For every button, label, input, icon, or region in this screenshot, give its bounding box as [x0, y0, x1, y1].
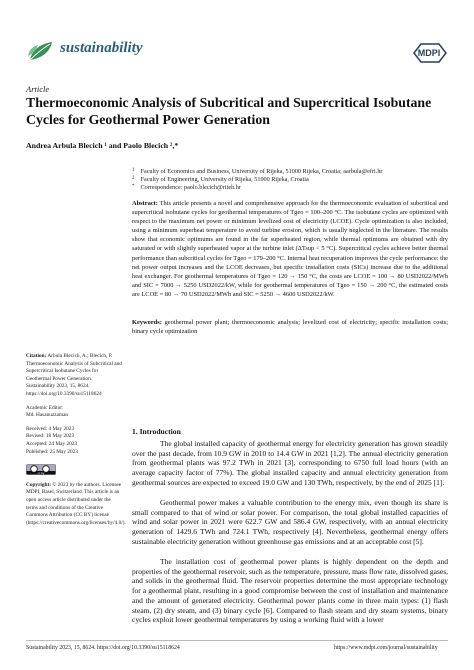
- footer-divider: [26, 640, 448, 641]
- academic-editor-label: Academic Editor:: [26, 404, 64, 411]
- citation-text[interactable]: Arbula Blecich, A.; Blecich, P. Thermoeconomic Analysis of Subcritical and Supercritical Isobutane Cycles for Geothermal Power Generation. Sustainability 2023, 15, 8624. https://doi.org/10.3390/su15118624: [26, 353, 122, 397]
- revised-date: Revised: 18 May 2023: [26, 433, 75, 440]
- intro-paragraph-3: The installation cost of geothermal power plants is highly dependent on the depth and properties of the geothermal reservoir, such as the temperature, pressure, mass flow rate, dissolved gases, and solids in the geothermal fluid. The reservoir properties determine the most appropriate technology for a geothermal plant, resulting in a good compromise between the cost of installation and maintenance and the amount of generated electricity. Geothermal power plants come in three main types: (1) flash steam, (2) dry steam, and (3) binary cycle [6]. Compared to flash steam and dry steam systems, binary cycles exploit lower geothermal temperatures by using a working fluid with a lower: [132, 557, 448, 625]
- abstract: [132, 199, 448, 299]
- academic-editor-name: Md. Hasanuzzaman: [26, 412, 69, 419]
- correspondence: [132, 184, 241, 191]
- published-date: Published: 25 May 2023: [26, 448, 78, 455]
- copyright-block: [26, 481, 126, 528]
- citation-block: [26, 353, 122, 399]
- keywords-text: geothermal power plant; thermoeconomic analysis; levelized cost of electricity; specific installation costs; binary cycle optimization: [132, 319, 448, 336]
- sustainability-logo-icon: [26, 38, 56, 64]
- authors: Andrea Arbula Blecich ¹ and Paolo Blecich ²,*: [26, 141, 179, 150]
- affiliation-mark: *: [132, 184, 135, 189]
- copyright-text: © 2023 by the authors. Licensee MDPI, Basel, Switzerland. This article is an open access article distributed under the terms and conditions of the Creative Commons Attribution (CC BY) license (https://creativecommons.org/licenses/by/4.0/).: [26, 481, 126, 526]
- citation-label: Citation:: [26, 353, 47, 359]
- paper-title: Thermoeconomic Analysis of Subcritical and Supercritical Isobutane Cycles for Geothermal Power Generation: [26, 95, 432, 127]
- article-info-sidebar: [26, 353, 126, 533]
- cc-badge-text: cc by: [37, 472, 45, 476]
- affiliation-1: [132, 168, 382, 175]
- affiliation-text: Faculty of Economics and Business, University of Rijeka, 51000 Rijeka, Croatia; aarbula@efri.hr: [140, 168, 383, 175]
- correspondence-text: Correspondence: paolo.blecich@riteh.hr: [140, 184, 241, 191]
- affiliation-2: [132, 176, 309, 183]
- intro-paragraph-2: Geothermal power makes a valuable contribution to the energy mix, even though its share is small compared to that of wind or solar power. For comparison, the total global installed capacities of wind and solar power in 2021 were 622.7 GW and 586.4 GW, respectively, with an annual electricity generation of 1429.6 TWh and 724.1 TWh, respectively [4]. Nevertheless, geothermal energy offers sustainable electricity generation without greenhouse gas emissions and at an acceptable cost [5].: [132, 498, 448, 546]
- abstract-label: Abstract:: [132, 200, 158, 207]
- received-date: Received: 4 May 2023: [26, 425, 75, 432]
- footer-citation[interactable]: Sustainability 2023, 15, 8624. https://doi.org/10.3390/su15118624: [26, 645, 180, 651]
- mdpi-logo-text: MDPI: [417, 48, 441, 58]
- affiliation-text: Faculty of Engineering, University of Rijeka, 51000 Rijeka, Croatia: [140, 176, 309, 183]
- keywords-label: Keywords:: [132, 319, 162, 326]
- dates-block: [26, 426, 122, 456]
- section-heading-introduction: 1. Introduction: [132, 427, 181, 436]
- journal-name: sustainability: [60, 40, 143, 56]
- academic-editor-block: [26, 405, 122, 420]
- footer-journal-url[interactable]: https://www.mdpi.com/journal/sustainability: [334, 645, 438, 651]
- cc-by-license-icon[interactable]: [26, 464, 56, 475]
- mdpi-logo: [412, 42, 448, 64]
- copyright-label: Copyright:: [26, 481, 52, 488]
- abstract-text: This article presents a novel and comprehensive approach for the thermoeconomic evaluation of subcritical and supercritical isobutane cycles for geothermal temperatures of Tgeo = 100–200 °C. The isobutane cycles are optimized with respect to the maximum net power or minimum levelized cost of electricity (LCOE). Cycle optimization is also included, using a minimum superheat temperature to avoid turbine erosion, which is usually neglected in the literature. The results show that economic optimums are found in the far superheated region, while thermal optimums are obtained with dry saturated or with slightly superheated vapor at the turbine inlet (ΔTsup < 5 °C). Supercritical cycles achieve better thermal performance than subcritical cycles for Tgeo = 179–200 °C. Internal heat recuperation improves the cycle performance: the net power output increases and the LCOE decreases, but specific installation costs (SICs) increase due to the additional heat exchanger. For geothermal temperatures of Tgeo = 120 → 150 °C, the costs are LCOE = 100 → 80 USD2022/MWh and SIC = 7000 → 5250 USD2022/kW, while for geothermal temperatures of Tgeo = 150 → 200 °C, the estimated costs are LCOE = 80 → 70 USD2022/MWh and SIC = 5250 → 4600 USD2022/kW.: [132, 200, 448, 298]
- accepted-date: Accepted: 24 May 2023: [26, 440, 78, 447]
- affiliation-mark: 1: [132, 168, 135, 173]
- affiliation-mark: 2: [132, 176, 135, 181]
- keywords: [132, 318, 448, 336]
- intro-paragraph-1: The global installed capacity of geothermal energy for electricity generation has grown steadily over the past decade, from 10.9 GW in 2010 to 14.4 GW in 2021 [1,2]. The annual electricity generation from geothermal plants was 97.2 TWh in 2021 [3], corresponding to 6750 full load hours (with an average capacity factor of 77%). The global installed capacity and annual electricity generation from geothermal sources are expected to exceed 19.0 GW and 130 TWh, respectively, by the end of 2025 [1].: [132, 439, 448, 487]
- article-type: Article: [26, 84, 50, 94]
